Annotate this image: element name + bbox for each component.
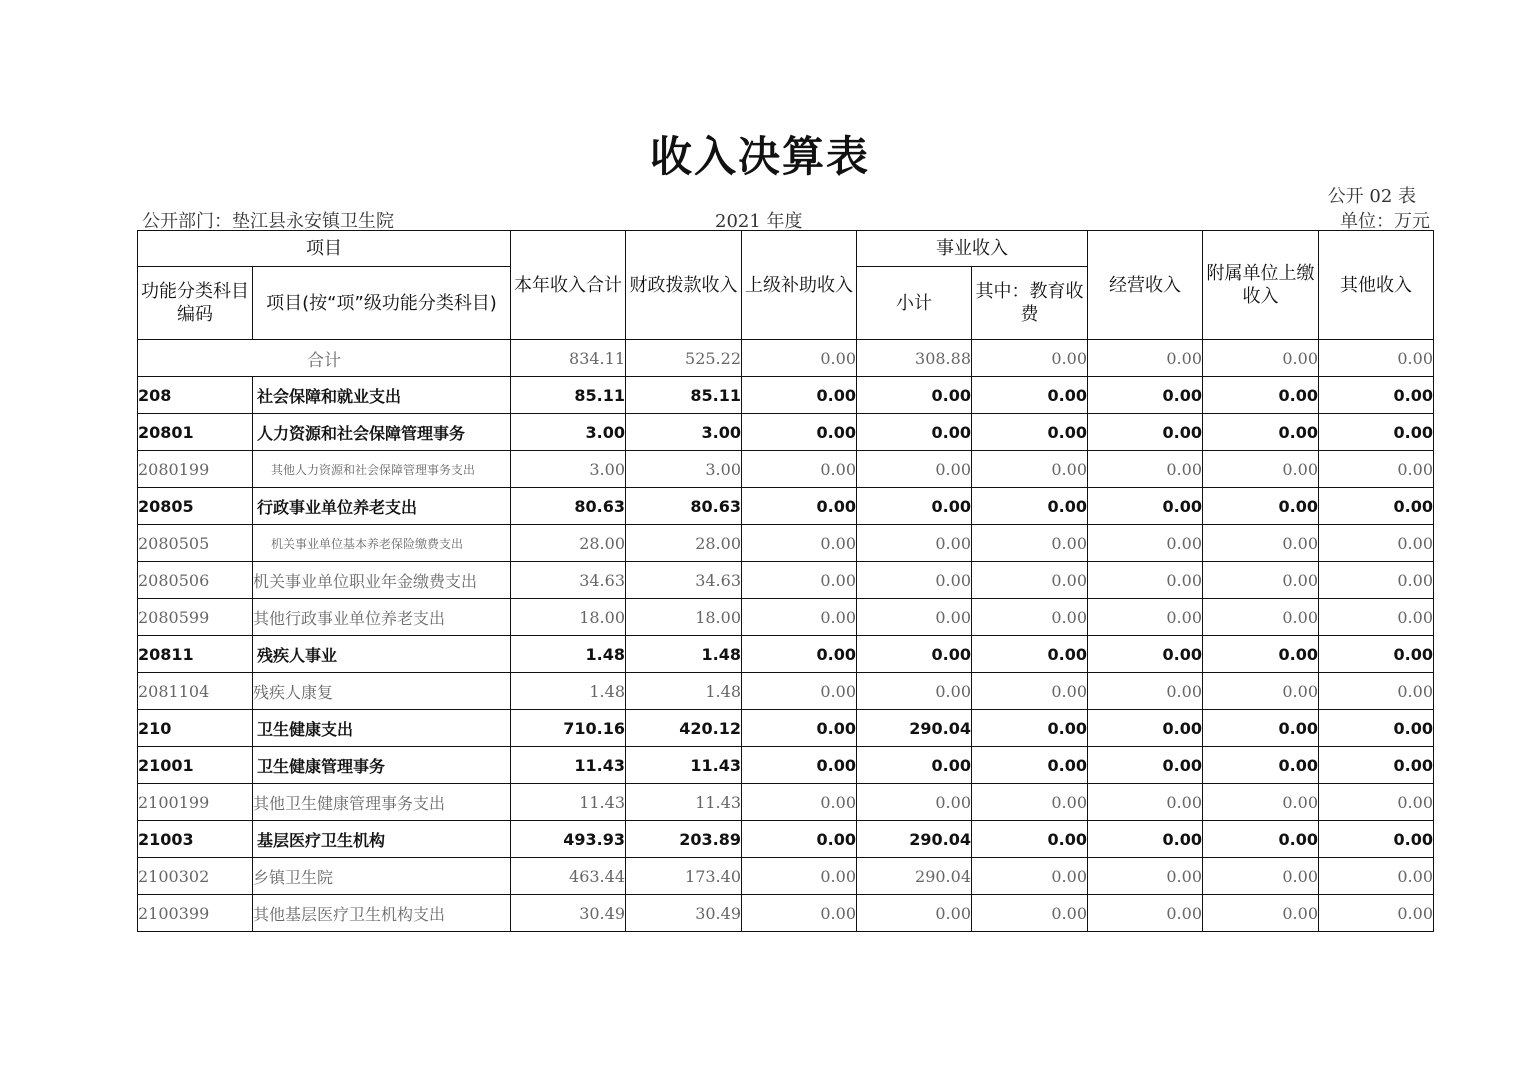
- row-value: 0.00: [1203, 821, 1319, 858]
- row-value: 0.00: [1203, 414, 1319, 451]
- total-cell: 0.00: [1088, 340, 1203, 377]
- row-value: 0.00: [857, 784, 972, 821]
- row-code: 210: [138, 710, 253, 747]
- row-value: 0.00: [857, 562, 972, 599]
- total-cell: 308.88: [857, 340, 972, 377]
- row-value: 710.16: [511, 710, 626, 747]
- header-code: 功能分类科目编码: [138, 267, 253, 340]
- row-value: 0.00: [1319, 895, 1434, 932]
- row-value: 30.49: [511, 895, 626, 932]
- row-value: 1.48: [626, 673, 742, 710]
- row-value: 0.00: [1319, 488, 1434, 525]
- row-value: 463.44: [511, 858, 626, 895]
- row-name: 机关事业单位基本养老保险缴费支出: [253, 525, 511, 562]
- row-value: 0.00: [1088, 895, 1203, 932]
- row-value: 0.00: [1203, 895, 1319, 932]
- row-value: 0.00: [972, 599, 1088, 636]
- row-code: 2100199: [138, 784, 253, 821]
- row-value: 0.00: [1203, 451, 1319, 488]
- row-value: 0.00: [1319, 747, 1434, 784]
- row-value: 30.49: [626, 895, 742, 932]
- row-value: 1.48: [511, 673, 626, 710]
- row-name: 卫生健康支出: [253, 710, 511, 747]
- row-value: 0.00: [1203, 488, 1319, 525]
- table-row: [138, 747, 1434, 784]
- row-value: 290.04: [857, 821, 972, 858]
- header-operating: 经营收入: [1088, 231, 1203, 340]
- row-value: 0.00: [972, 895, 1088, 932]
- fiscal-year-label: 2021 年度: [715, 211, 803, 232]
- header-item: 项目: [138, 231, 511, 267]
- header-fiscal: 财政拨款收入: [626, 231, 742, 340]
- row-value: 0.00: [972, 673, 1088, 710]
- row-value: 203.89: [626, 821, 742, 858]
- total-label: 合计: [138, 340, 511, 377]
- header-total: 本年收入合计: [511, 231, 626, 340]
- row-value: 0.00: [1319, 525, 1434, 562]
- row-value: 0.00: [1203, 377, 1319, 414]
- table-row: [138, 562, 1434, 599]
- header-subtotal: 小计: [857, 267, 972, 340]
- row-name: 行政事业单位养老支出: [253, 488, 511, 525]
- row-value: 0.00: [857, 636, 972, 673]
- row-value: 0.00: [972, 377, 1088, 414]
- row-value: 0.00: [857, 747, 972, 784]
- total-row: [138, 340, 1434, 377]
- row-value: 0.00: [1088, 377, 1203, 414]
- row-value: 0.00: [742, 414, 857, 451]
- row-value: 0.00: [742, 821, 857, 858]
- row-value: 0.00: [972, 858, 1088, 895]
- row-value: 0.00: [742, 858, 857, 895]
- row-name: 基层医疗卫生机构: [253, 821, 511, 858]
- row-value: 34.63: [626, 562, 742, 599]
- row-name: 其他人力资源和社会保障管理事务支出: [253, 451, 511, 488]
- row-value: 0.00: [1319, 414, 1434, 451]
- row-value: 0.00: [1088, 673, 1203, 710]
- row-value: 0.00: [742, 710, 857, 747]
- row-code: 21003: [138, 821, 253, 858]
- row-code: 2100302: [138, 858, 253, 895]
- total-cell: 0.00: [972, 340, 1088, 377]
- row-value: 0.00: [972, 525, 1088, 562]
- row-value: 0.00: [1319, 377, 1434, 414]
- row-name: 残疾人康复: [253, 673, 511, 710]
- row-value: 0.00: [1203, 636, 1319, 673]
- row-value: 0.00: [857, 377, 972, 414]
- row-value: 173.40: [626, 858, 742, 895]
- table-row: [138, 451, 1434, 488]
- row-value: 0.00: [742, 895, 857, 932]
- row-name: 其他卫生健康管理事务支出: [253, 784, 511, 821]
- row-value: 0.00: [742, 488, 857, 525]
- row-value: 0.00: [857, 895, 972, 932]
- row-value: 0.00: [972, 488, 1088, 525]
- row-value: 0.00: [1088, 710, 1203, 747]
- row-value: 85.11: [511, 377, 626, 414]
- row-value: 0.00: [972, 747, 1088, 784]
- table-row: [138, 488, 1434, 525]
- row-value: 0.00: [972, 821, 1088, 858]
- row-value: 0.00: [1203, 562, 1319, 599]
- row-value: 0.00: [742, 673, 857, 710]
- header-superior: 上级补助收入: [742, 231, 857, 340]
- form-number-label: 公开 02 表: [1327, 186, 1416, 207]
- row-code: 2080599: [138, 599, 253, 636]
- row-value: 0.00: [1319, 636, 1434, 673]
- row-value: 0.00: [742, 747, 857, 784]
- row-value: 0.00: [742, 451, 857, 488]
- row-value: 11.43: [511, 747, 626, 784]
- row-value: 0.00: [857, 488, 972, 525]
- row-name: 其他基层医疗卫生机构支出: [253, 895, 511, 932]
- row-value: 0.00: [972, 636, 1088, 673]
- row-value: 0.00: [1203, 673, 1319, 710]
- row-value: 0.00: [857, 451, 972, 488]
- row-name: 社会保障和就业支出: [253, 377, 511, 414]
- row-code: 20811: [138, 636, 253, 673]
- row-value: 18.00: [511, 599, 626, 636]
- row-value: 0.00: [1203, 710, 1319, 747]
- total-cell: 525.22: [626, 340, 742, 377]
- row-value: 11.43: [511, 784, 626, 821]
- row-value: 0.00: [1088, 784, 1203, 821]
- row-name: 机关事业单位职业年金缴费支出: [253, 562, 511, 599]
- table-row: [138, 895, 1434, 932]
- row-value: 0.00: [857, 673, 972, 710]
- row-value: 290.04: [857, 710, 972, 747]
- row-value: 0.00: [972, 562, 1088, 599]
- row-value: 0.00: [1088, 525, 1203, 562]
- row-code: 21001: [138, 747, 253, 784]
- row-value: 0.00: [1088, 747, 1203, 784]
- unit-label: 单位：万元: [1340, 211, 1430, 232]
- row-value: 3.00: [511, 414, 626, 451]
- row-value: 0.00: [1088, 414, 1203, 451]
- row-value: 0.00: [857, 599, 972, 636]
- row-value: 11.43: [626, 747, 742, 784]
- row-value: 1.48: [511, 636, 626, 673]
- row-name: 乡镇卫生院: [253, 858, 511, 895]
- table-row: [138, 636, 1434, 673]
- row-value: 0.00: [1319, 562, 1434, 599]
- row-value: 0.00: [742, 784, 857, 821]
- row-value: 0.00: [1088, 821, 1203, 858]
- page-title: 收入决算表: [649, 132, 870, 181]
- row-value: 0.00: [1319, 599, 1434, 636]
- row-code: 20801: [138, 414, 253, 451]
- row-code: 2080199: [138, 451, 253, 488]
- row-value: 11.43: [626, 784, 742, 821]
- row-value: 493.93: [511, 821, 626, 858]
- table-row: [138, 710, 1434, 747]
- table-body: [138, 340, 1434, 932]
- row-value: 0.00: [1319, 710, 1434, 747]
- row-value: 0.00: [1088, 488, 1203, 525]
- row-value: 28.00: [626, 525, 742, 562]
- row-value: 0.00: [1319, 784, 1434, 821]
- row-code: 2081104: [138, 673, 253, 710]
- table-row: [138, 525, 1434, 562]
- table-row: [138, 673, 1434, 710]
- total-cell: 0.00: [1203, 340, 1319, 377]
- header-business-group: 事业收入: [857, 231, 1088, 267]
- row-code: 208: [138, 377, 253, 414]
- row-value: 34.63: [511, 562, 626, 599]
- row-value: 0.00: [1088, 636, 1203, 673]
- row-value: 0.00: [742, 525, 857, 562]
- department-label: 公开部门：垫江县永安镇卫生院: [142, 211, 394, 232]
- row-name: 其他行政事业单位养老支出: [253, 599, 511, 636]
- row-value: 3.00: [626, 451, 742, 488]
- row-value: 0.00: [972, 414, 1088, 451]
- table-row: [138, 858, 1434, 895]
- row-value: 0.00: [857, 414, 972, 451]
- row-value: 0.00: [972, 710, 1088, 747]
- row-value: 0.00: [742, 377, 857, 414]
- row-name: 人力资源和社会保障管理事务: [253, 414, 511, 451]
- row-name: 卫生健康管理事务: [253, 747, 511, 784]
- row-value: 80.63: [626, 488, 742, 525]
- total-cell: 834.11: [511, 340, 626, 377]
- row-value: 0.00: [1319, 821, 1434, 858]
- table-row: [138, 599, 1434, 636]
- row-value: 0.00: [1088, 562, 1203, 599]
- row-value: 3.00: [511, 451, 626, 488]
- header-education: 其中：教育收费: [972, 267, 1088, 340]
- row-value: 420.12: [626, 710, 742, 747]
- row-code: 2080505: [138, 525, 253, 562]
- row-value: 0.00: [742, 636, 857, 673]
- total-cell: 0.00: [1319, 340, 1434, 377]
- row-value: 0.00: [1319, 673, 1434, 710]
- row-value: 0.00: [742, 599, 857, 636]
- row-value: 0.00: [1203, 525, 1319, 562]
- total-cell: 0.00: [742, 340, 857, 377]
- row-code: 20805: [138, 488, 253, 525]
- row-code: 2100399: [138, 895, 253, 932]
- row-value: 0.00: [1203, 599, 1319, 636]
- row-value: 0.00: [742, 562, 857, 599]
- row-value: 18.00: [626, 599, 742, 636]
- table-row: [138, 821, 1434, 858]
- row-value: 1.48: [626, 636, 742, 673]
- header-name: 项目(按“项”级功能分类科目): [253, 267, 511, 340]
- row-value: 3.00: [626, 414, 742, 451]
- row-name: 残疾人事业: [253, 636, 511, 673]
- row-value: 0.00: [1203, 747, 1319, 784]
- row-value: 0.00: [1203, 858, 1319, 895]
- row-value: 0.00: [857, 525, 972, 562]
- row-value: 0.00: [1203, 784, 1319, 821]
- row-value: 0.00: [1319, 451, 1434, 488]
- header-other: 其他收入: [1319, 231, 1434, 340]
- table-row: [138, 377, 1434, 414]
- row-value: 0.00: [1088, 858, 1203, 895]
- income-report-table: [137, 230, 1434, 932]
- row-value: 290.04: [857, 858, 972, 895]
- row-value: 0.00: [1088, 451, 1203, 488]
- row-value: 0.00: [1088, 599, 1203, 636]
- header-affiliated: 附属单位上缴收入: [1203, 231, 1319, 340]
- row-value: 0.00: [972, 451, 1088, 488]
- table-row: [138, 784, 1434, 821]
- row-value: 85.11: [626, 377, 742, 414]
- row-value: 0.00: [972, 784, 1088, 821]
- table-row: [138, 414, 1434, 451]
- row-code: 2080506: [138, 562, 253, 599]
- row-value: 80.63: [511, 488, 626, 525]
- row-value: 28.00: [511, 525, 626, 562]
- row-value: 0.00: [1319, 858, 1434, 895]
- table-header: [138, 231, 1434, 340]
